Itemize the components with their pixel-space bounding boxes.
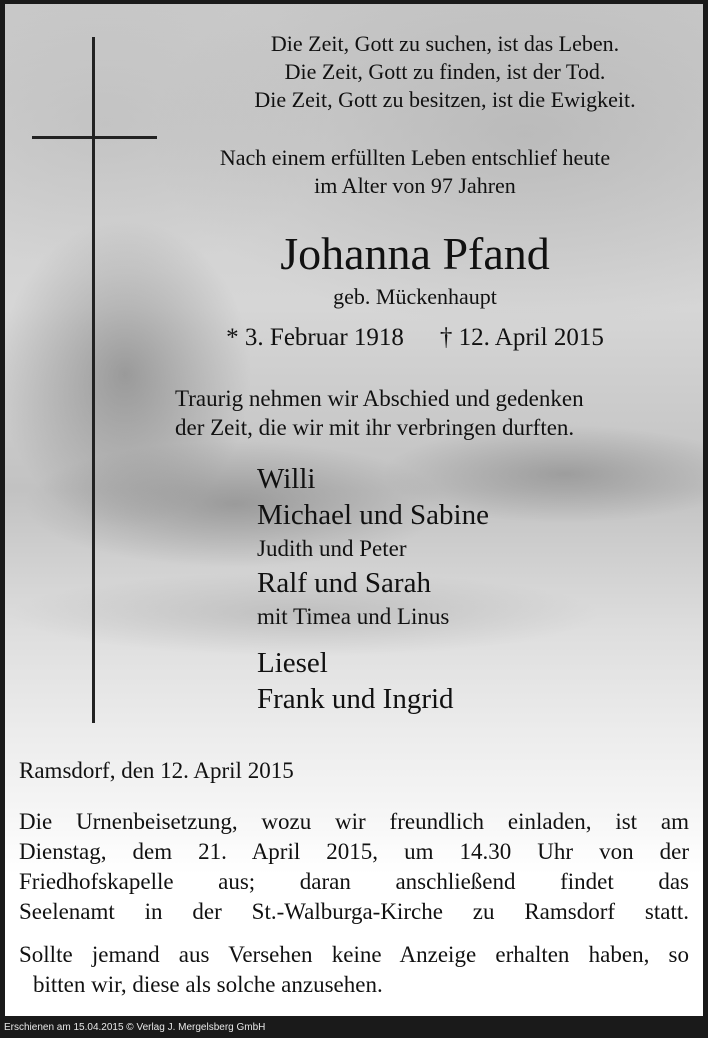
family-list	[257, 461, 489, 717]
funeral-details	[19, 807, 689, 927]
mourning-line: der Zeit, die wir mit ihr verbringen durften.	[175, 415, 575, 440]
family-member: Frank und Ingrid	[257, 683, 454, 715]
verse-line: Die Zeit, Gott zu besitzen, ist die Ewigkeit.	[254, 87, 636, 112]
obituary-notice	[5, 4, 703, 1016]
funeral-line: Friedhofskapelle aus; daran anschließend findet das	[19, 869, 689, 894]
publication-footer: Erschienen am 15.04.2015 © Verlag J. Mergelsberg GmbH	[4, 1022, 266, 1033]
deceased-name: Johanna Pfand	[280, 228, 550, 279]
cross-icon	[92, 37, 95, 723]
death-date: † 12. April 2015	[439, 324, 604, 351]
funeral-line: Die Urnenbeisetzung, wozu wir freundlich einladen, ist am	[19, 809, 689, 834]
remark-line: bitten wir, diese als solche anzusehen.	[33, 972, 383, 997]
intro-line: im Alter von 97 Jahren	[314, 173, 516, 198]
maiden-name: geb. Mückenhaupt	[333, 284, 497, 309]
notice-remark	[19, 940, 689, 1000]
intro-line: Nach einem erfüllten Leben entschlief heute	[219, 145, 611, 170]
mourning-text	[175, 384, 584, 442]
family-member: mit Timea und Linus	[257, 604, 450, 629]
verse-line: Die Zeit, Gott zu finden, ist der Tod.	[284, 59, 606, 84]
life-dates	[135, 322, 695, 354]
family-member: Michael und Sabine	[257, 499, 489, 531]
cross-icon-beam	[32, 136, 157, 139]
verse	[205, 30, 703, 114]
funeral-line: Dienstag, dem 21. April 2015, um 14.30 Uhr von der	[19, 839, 689, 864]
verse-line: Die Zeit, Gott zu suchen, ist das Leben.	[270, 31, 620, 56]
birth-date: * 3. Februar 1918	[226, 324, 404, 351]
intro-text	[135, 144, 695, 200]
mourning-line: Traurig nehmen wir Abschied und gedenken	[175, 386, 584, 411]
remark-line: Sollte jemand aus Versehen keine Anzeige erhalten haben, so	[19, 942, 689, 967]
family-member: Ralf und Sarah	[257, 567, 431, 599]
family-member: Liesel	[257, 647, 328, 679]
family-member: Willi	[257, 463, 316, 495]
family-member: Judith und Peter	[257, 536, 407, 561]
funeral-line: Seelenamt in der St.-Walburga-Kirche zu Ramsdorf statt.	[19, 899, 689, 924]
place-date: Ramsdorf, den 12. April 2015	[19, 758, 294, 783]
